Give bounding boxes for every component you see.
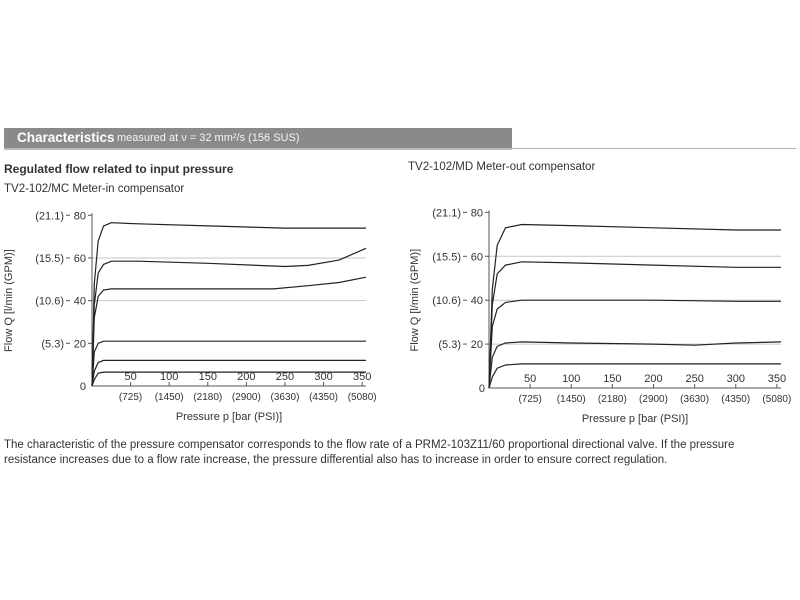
x-tick-label: 250 bbox=[685, 373, 704, 385]
x-tick-label: 350 bbox=[767, 373, 787, 385]
x-tick-psi-label: (2900) bbox=[231, 392, 261, 403]
header-rule bbox=[512, 148, 796, 149]
y-tick-label: 40 bbox=[73, 295, 86, 308]
y-tick-label: 40 bbox=[470, 295, 483, 308]
series-line-curve-2 bbox=[92, 248, 366, 386]
x-zero-label: 0 bbox=[478, 383, 485, 395]
x-tick-psi-label: (1450) bbox=[556, 394, 586, 405]
x-tick-psi-label: (725) bbox=[118, 392, 143, 403]
x-tick-psi-label: (3630) bbox=[270, 392, 300, 403]
x-tick-psi-label: (725) bbox=[518, 394, 542, 405]
y-tick-label: 80 bbox=[470, 207, 483, 220]
y-tick-label: 80 bbox=[73, 210, 86, 223]
x-tick-label: 150 bbox=[198, 371, 217, 383]
y-tick-gpm-label: (15.5) bbox=[432, 251, 461, 264]
chart-title-meter-out: TV2-102/MD Meter-out compensator bbox=[408, 161, 596, 173]
x-tick-psi-label: (5080) bbox=[762, 394, 792, 405]
x-tick-label: 300 bbox=[314, 371, 333, 383]
y-axis-label: Flow Q [l/min (GPM)] bbox=[3, 249, 15, 352]
chart-meter-out bbox=[405, 195, 800, 435]
x-tick-psi-label: (1450) bbox=[154, 392, 184, 403]
chart-title-meter-in: TV2-102/MC Meter-in compensator bbox=[4, 183, 185, 195]
x-tick-label: 250 bbox=[275, 371, 295, 383]
series-line-curve-3 bbox=[92, 277, 366, 386]
chart-meter-in bbox=[0, 195, 400, 435]
y-tick-gpm-label: (5.3) bbox=[438, 339, 461, 352]
y-axis-label: Flow Q [l/min (GPM)] bbox=[409, 248, 421, 352]
y-tick-gpm-label: (10.6) bbox=[35, 295, 64, 308]
x-tick-psi-label: (2180) bbox=[597, 394, 627, 405]
x-axis-label: Pressure p [bar (PSI)] bbox=[581, 413, 689, 425]
x-tick-label: 100 bbox=[562, 373, 581, 385]
y-tick-gpm-label: (21.1) bbox=[35, 210, 64, 223]
x-tick-psi-label: (4350) bbox=[309, 392, 339, 403]
characteristics-header bbox=[4, 128, 512, 150]
header-title: Characteristics bbox=[17, 130, 115, 145]
x-tick-psi-label: (5080) bbox=[347, 392, 377, 403]
x-tick-psi-label: (2900) bbox=[639, 394, 668, 405]
x-tick-label: 50 bbox=[524, 373, 537, 385]
x-tick-label: 100 bbox=[160, 371, 179, 383]
x-tick-psi-label: (4350) bbox=[721, 394, 751, 405]
y-tick-gpm-label: (10.6) bbox=[432, 295, 461, 308]
x-tick-psi-label: (3630) bbox=[680, 394, 710, 405]
x-tick-label: 300 bbox=[726, 373, 745, 385]
x-tick-label: 50 bbox=[124, 371, 137, 383]
y-tick-gpm-label: (15.5) bbox=[35, 252, 64, 265]
x-axis-label: Pressure p [bar (PSI)] bbox=[175, 411, 283, 423]
series-line-curve-2 bbox=[489, 262, 781, 388]
section-title: Regulated flow related to input pressure bbox=[4, 162, 234, 176]
series-line-curve-1 bbox=[92, 223, 366, 386]
x-tick-label: 200 bbox=[644, 373, 663, 385]
y-tick-label: 20 bbox=[73, 338, 86, 351]
header-subtitle: measured at ν = 32 mm²/s (156 SUS) bbox=[117, 132, 300, 144]
footnote: The characteristic of the pressure compensator corresponds to the flow rate of a PRM2-103Z11/60 proportional directional valve. If the pressure resistance increases due to a flow rate increase, the pressure differential also has to increase in order to ensure correct regulation. bbox=[4, 439, 735, 466]
x-tick-label: 350 bbox=[352, 371, 372, 383]
y-tick-label: 60 bbox=[73, 252, 86, 265]
y-tick-gpm-label: (21.1) bbox=[432, 207, 461, 220]
y-tick-label: 60 bbox=[470, 251, 483, 264]
x-zero-label: 0 bbox=[79, 381, 86, 393]
y-tick-gpm-label: (5.3) bbox=[41, 338, 64, 351]
x-tick-label: 150 bbox=[603, 373, 622, 385]
x-tick-psi-label: (2180) bbox=[193, 392, 223, 403]
x-tick-label: 200 bbox=[237, 371, 256, 383]
y-tick-label: 20 bbox=[470, 339, 483, 352]
